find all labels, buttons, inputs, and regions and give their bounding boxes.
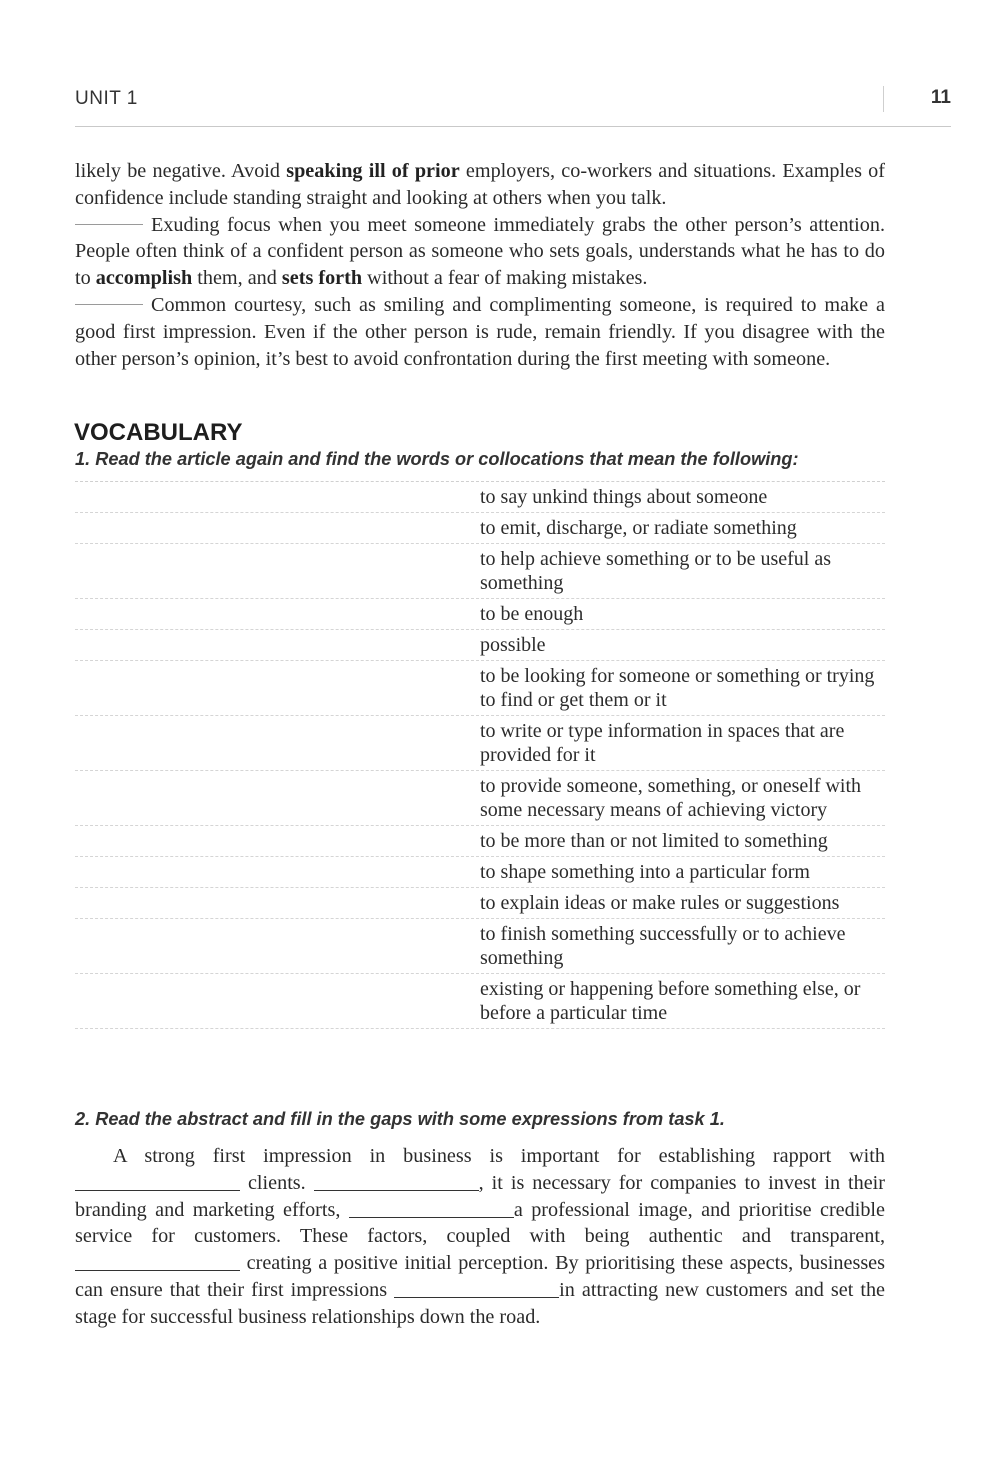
vocab-row bbox=[75, 544, 885, 599]
article-paragraph-2: Exuding focus when you meet someone immediately grabs the other person’s attention. People often think of a confident person as someone who sets goals, understands what he has to do to accomplish them, and sets forth without a fear of making mistakes. bbox=[75, 213, 885, 290]
answer-cell[interactable] bbox=[75, 513, 475, 543]
highlighted-phrase: accomplish bbox=[95, 267, 193, 290]
vocab-row bbox=[75, 888, 885, 919]
header-divider bbox=[883, 86, 884, 112]
answer-cell[interactable] bbox=[75, 661, 475, 715]
answer-cell[interactable] bbox=[75, 857, 475, 887]
task-2-instruction: 2. Read the abstract and fill in the gaps with some expressions from task 1. bbox=[75, 1109, 725, 1129]
vocabulary-heading: VOCABULARY bbox=[74, 419, 243, 446]
answer-cell[interactable] bbox=[75, 919, 475, 973]
answer-cell[interactable] bbox=[75, 888, 475, 918]
gap-blank-3[interactable] bbox=[349, 1199, 514, 1218]
answer-cell[interactable] bbox=[75, 974, 475, 1028]
vocab-row bbox=[75, 826, 885, 857]
highlighted-phrase: sets forth bbox=[281, 267, 363, 290]
gap-blank-5[interactable] bbox=[394, 1279, 559, 1298]
gap-blank-1[interactable] bbox=[75, 1172, 240, 1191]
paragraph-marker bbox=[75, 304, 143, 305]
definition: to write or type information in spaces that are provided for it bbox=[480, 720, 845, 766]
vocab-row bbox=[75, 661, 885, 716]
article-paragraph-3: Common courtesy, such as smiling and complimenting someone, is required to make a good first impression. Even if the other person is rude, remain friendly. If you disagree with the other person’s opinion, it’s best to avoid confrontation during the first meeting with someone. bbox=[75, 293, 885, 370]
task-1-instruction: 1. Read the article again and find the words or collocations that mean the following: bbox=[75, 449, 799, 469]
definition: to emit, discharge, or radiate something bbox=[480, 517, 797, 539]
definition: to say unkind things about someone bbox=[480, 486, 768, 508]
gap-blank-2[interactable] bbox=[314, 1172, 479, 1191]
definition: to shape something into a particular form bbox=[480, 861, 810, 883]
answer-cell[interactable] bbox=[75, 630, 475, 660]
definition: possible bbox=[480, 634, 546, 656]
vocab-row bbox=[75, 771, 885, 826]
page-header bbox=[75, 86, 951, 127]
gap-blank-4[interactable] bbox=[75, 1252, 240, 1271]
definition: to help achieve something or to be useful as something bbox=[480, 548, 832, 594]
definition: existing or happening before something else, or before a particular time bbox=[480, 978, 861, 1024]
answer-cell[interactable] bbox=[75, 599, 475, 629]
vocab-row bbox=[75, 919, 885, 974]
vocab-row bbox=[75, 716, 885, 771]
answer-cell[interactable] bbox=[75, 716, 475, 770]
answer-cell[interactable] bbox=[75, 771, 475, 825]
vocab-row bbox=[75, 599, 885, 630]
vocab-row bbox=[75, 482, 885, 513]
vocab-row bbox=[75, 857, 885, 888]
answer-cell[interactable] bbox=[75, 482, 475, 512]
definition: to provide someone, something, or oneself with some necessary means of achieving victory bbox=[480, 775, 862, 821]
definition: to explain ideas or make rules or suggestions bbox=[480, 892, 840, 914]
paragraph-marker bbox=[75, 224, 143, 225]
article-continuation bbox=[75, 158, 885, 372]
answer-cell[interactable] bbox=[75, 826, 475, 856]
vocabulary-table bbox=[75, 481, 885, 1029]
vocab-row bbox=[75, 513, 885, 544]
answer-cell[interactable] bbox=[75, 544, 475, 598]
definition: to be looking for someone or something or trying to find or get them or it bbox=[480, 665, 875, 711]
vocab-row bbox=[75, 630, 885, 661]
highlighted-phrase: speaking ill of prior bbox=[286, 160, 460, 182]
definition: to finish something successfully or to achieve something bbox=[480, 923, 846, 969]
article-paragraph-1: likely be negative. Avoid speaking ill of prior employers, co-workers and situations. Examples of confidence include standing straight and looking at others when you talk. bbox=[75, 160, 885, 209]
definition: to be enough bbox=[480, 603, 584, 625]
definition: to be more than or not limited to something bbox=[480, 830, 828, 852]
page-number: 11 bbox=[930, 87, 951, 108]
unit-label: UNIT 1 bbox=[75, 88, 138, 109]
vocab-row bbox=[75, 974, 885, 1029]
gap-fill-abstract: A strong first impression in business is important for establishing rapport with clients. , it is necessary for companies to invest in their branding and marketing efforts, a professional image, and prioritise credible service for customers. These factors, coupled with being authentic and transparent, creating a positive initial perception. By prioritising these aspects, businesses can ensure that their first impressions in attracting new customers and set the stage for successful business relationships down the road. bbox=[75, 1145, 885, 1328]
